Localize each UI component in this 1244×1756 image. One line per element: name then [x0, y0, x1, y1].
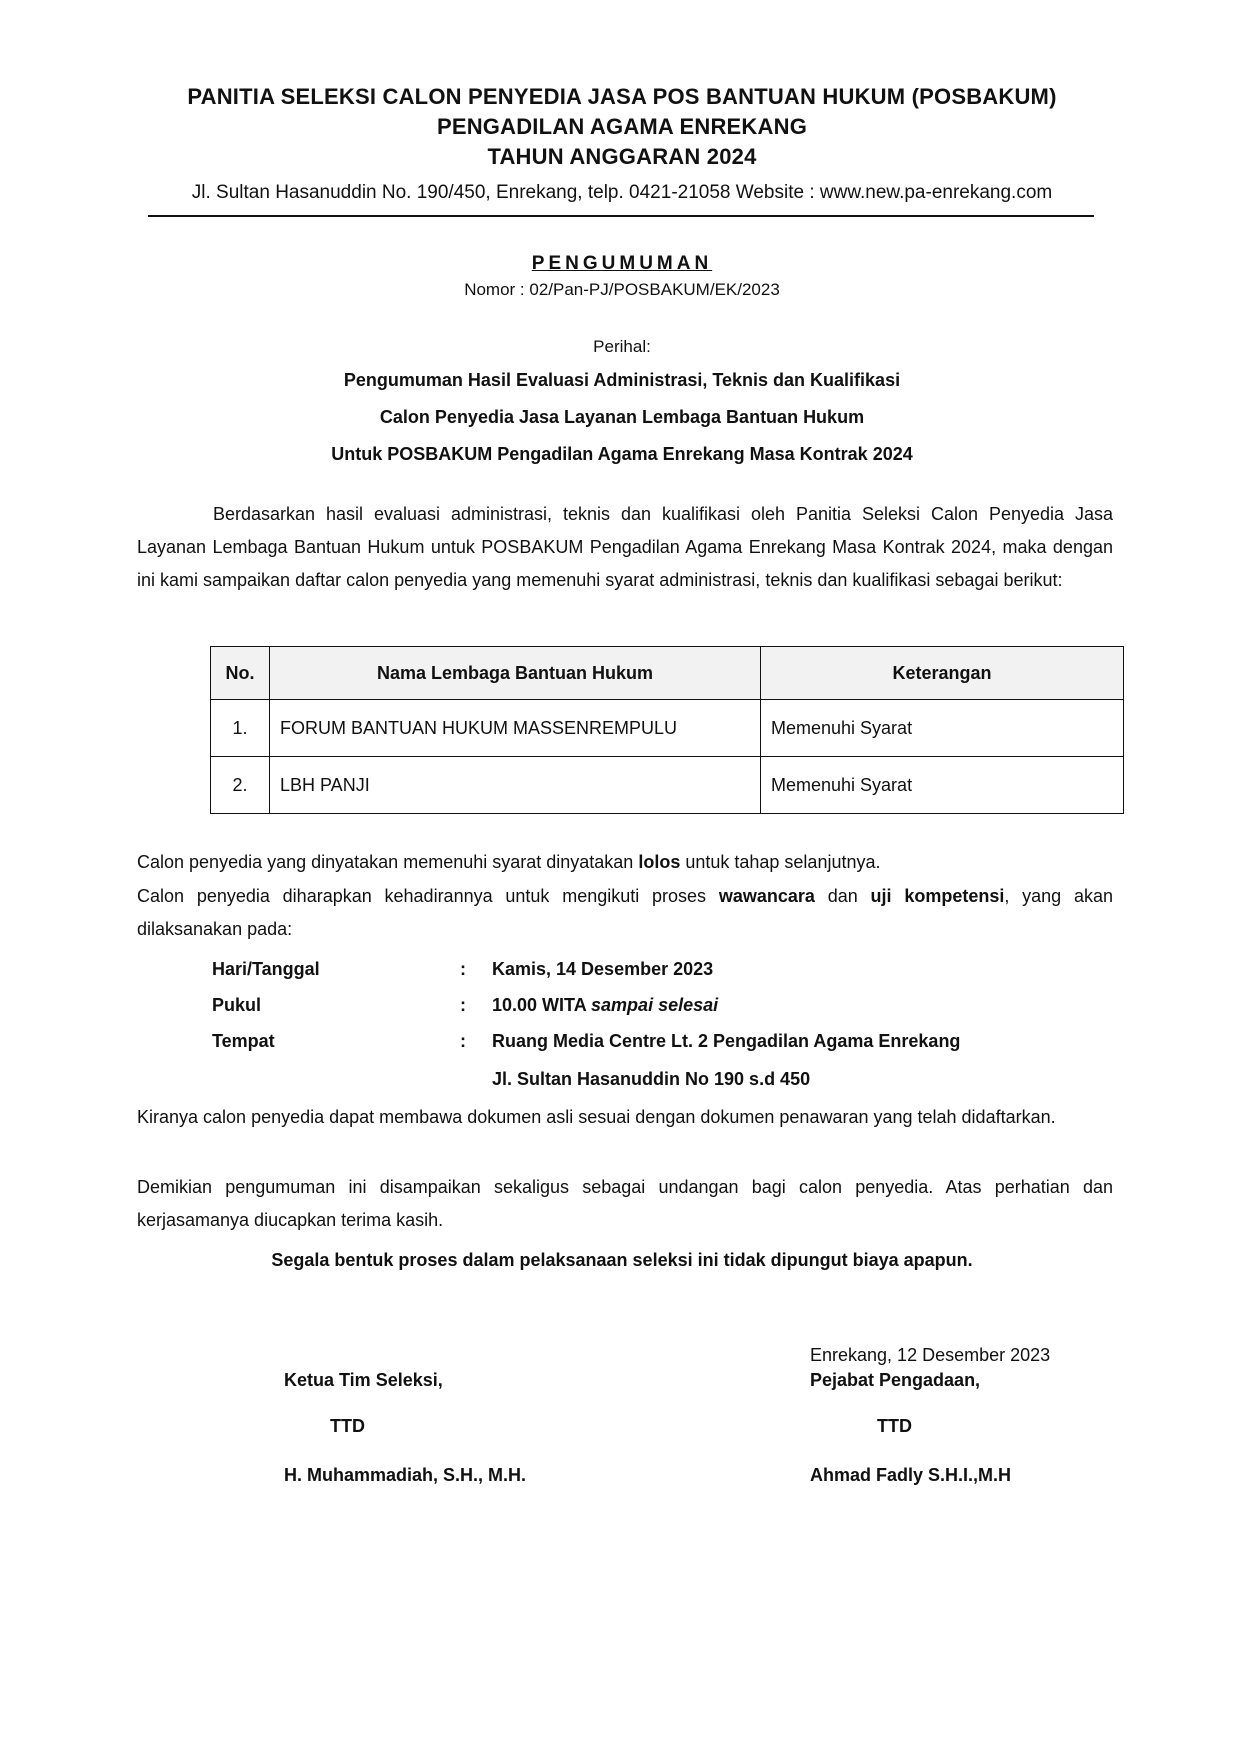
invite-pre: Calon penyedia diharapkan kehadirannya untuk mengikuti proses	[137, 886, 719, 906]
schedule-colon: :	[460, 995, 466, 1015]
header-line-3: TAHUN ANGGARAN 2024	[487, 144, 757, 169]
col-header-status: Keterangan	[761, 647, 1124, 700]
header-line-2: PENGADILAN AGAMA ENREKANG	[436, 114, 808, 139]
announcement-number: Nomor : 02/Pan-PJ/POSBAKUM/EK/2023	[464, 280, 780, 299]
cell-name: FORUM BANTUAN HUKUM MASSENREMPULU	[270, 700, 761, 757]
right-signatory-title: Pejabat Pengadaan,	[810, 1370, 981, 1390]
invite-paragraph	[137, 880, 1113, 946]
pass-line-pre: Calon penyedia yang dinyatakan memenuhi syarat dinyatakan	[137, 852, 639, 872]
pass-line-post: untuk tahap selanjutnya.	[680, 852, 881, 872]
cell-status: Memenuhi Syarat	[761, 700, 1124, 757]
header-divider	[148, 215, 1094, 217]
schedule-day-value: Kamis, 14 Desember 2023	[492, 959, 714, 979]
left-signatory-title: Ketua Tim Seleksi,	[284, 1370, 443, 1390]
pass-line-bold: lolos	[638, 852, 681, 872]
left-signature-ttd: TTD	[330, 1416, 365, 1436]
cell-no: 2.	[211, 757, 270, 814]
perihal-label: Perihal:	[593, 337, 651, 356]
perihal-line-2: Calon Penyedia Jasa Layanan Lembaga Bantuan Hukum	[379, 407, 865, 427]
documents-paragraph: Kiranya calon penyedia dapat membawa dokumen asli sesuai dengan dokumen penawaran yang telah didaftarkan.	[137, 1107, 1056, 1127]
closing-paragraph: Demikian pengumuman ini disampaikan sekaligus sebagai undangan bagi calon penyedia. Atas perhatian dan kerjasamanya diucapkan terima kasih.	[137, 1177, 1113, 1230]
schedule-colon: :	[460, 1031, 466, 1051]
schedule-colon: :	[460, 959, 466, 979]
pass-line	[137, 852, 881, 873]
table-header-row	[211, 647, 1124, 700]
left-signatory-name: H. Muhammadiah, S.H., M.H.	[284, 1465, 527, 1485]
right-signature-ttd: TTD	[877, 1416, 912, 1436]
invite-mid: dan	[814, 886, 871, 906]
intro-text: Berdasarkan hasil evaluasi administrasi, teknis dan kualifikasi oleh Panitia Seleksi Calon Penyedia Jasa Layanan Lembaga Bantuan Hukum untuk POSBAKUM Pengadilan Agama Enrekang Masa Kontrak 2024, maka dengan ini kami sampaikan daftar calon penyedia yang memenuhi syarat administrasi, teknis dan kualifikasi sebagai berikut:	[137, 504, 1113, 590]
invite-competency: uji kompetensi	[870, 886, 1005, 906]
cell-no: 1.	[211, 700, 270, 757]
col-header-name: Nama Lembaga Bantuan Hukum	[270, 647, 761, 700]
table-row	[211, 700, 1124, 757]
cell-status: Memenuhi Syarat	[761, 757, 1124, 814]
right-signatory-name: Ahmad Fadly S.H.I.,M.H	[810, 1465, 1012, 1485]
schedule-place-value-1: Ruang Media Centre Lt. 2 Pengadilan Agama Enrekang	[492, 1031, 961, 1051]
schedule-place-value-2: Jl. Sultan Hasanuddin No 190 s.d 450	[492, 1069, 811, 1089]
invite-interview: wawancara	[718, 886, 815, 906]
schedule-time-label: Pukul	[212, 995, 262, 1015]
header-line-1: PANITIA SELEKSI CALON PENYEDIA JASA POS BANTUAN HUKUM (POSBAKUM)	[187, 84, 1057, 109]
schedule-place-label: Tempat	[212, 1031, 275, 1051]
table-row	[211, 757, 1124, 814]
perihal-line-3: Untuk POSBAKUM Pengadilan Agama Enrekang Masa Kontrak 2024	[331, 444, 913, 464]
header-address: Jl. Sultan Hasanuddin No. 190/450, Enrekang, telp. 0421-21058 Website : www.new.pa-enrekang.com	[191, 182, 1053, 203]
place-date: Enrekang, 12 Desember 2023	[810, 1345, 1051, 1365]
intro-paragraph	[137, 498, 1113, 597]
schedule-time-end: sampai selesai	[591, 995, 719, 1015]
fee-notice: Segala bentuk proses dalam pelaksanaan seleksi ini tidak dipungut biaya apapun.	[271, 1250, 973, 1270]
invite-post: , yang akan dilaksanakan pada:	[137, 886, 1113, 939]
announcement-title: PENGUMUMAN	[531, 253, 713, 274]
schedule-day-label: Hari/Tanggal	[212, 959, 320, 979]
col-header-no: No.	[211, 647, 270, 700]
perihal-line-1: Pengumuman Hasil Evaluasi Administrasi, Teknis dan Kualifikasi	[343, 370, 901, 390]
results-table	[210, 646, 1124, 814]
cell-name: LBH PANJI	[270, 757, 761, 814]
schedule-time-value	[492, 995, 718, 1016]
schedule-time-start: 10.00 WITA	[492, 995, 592, 1015]
